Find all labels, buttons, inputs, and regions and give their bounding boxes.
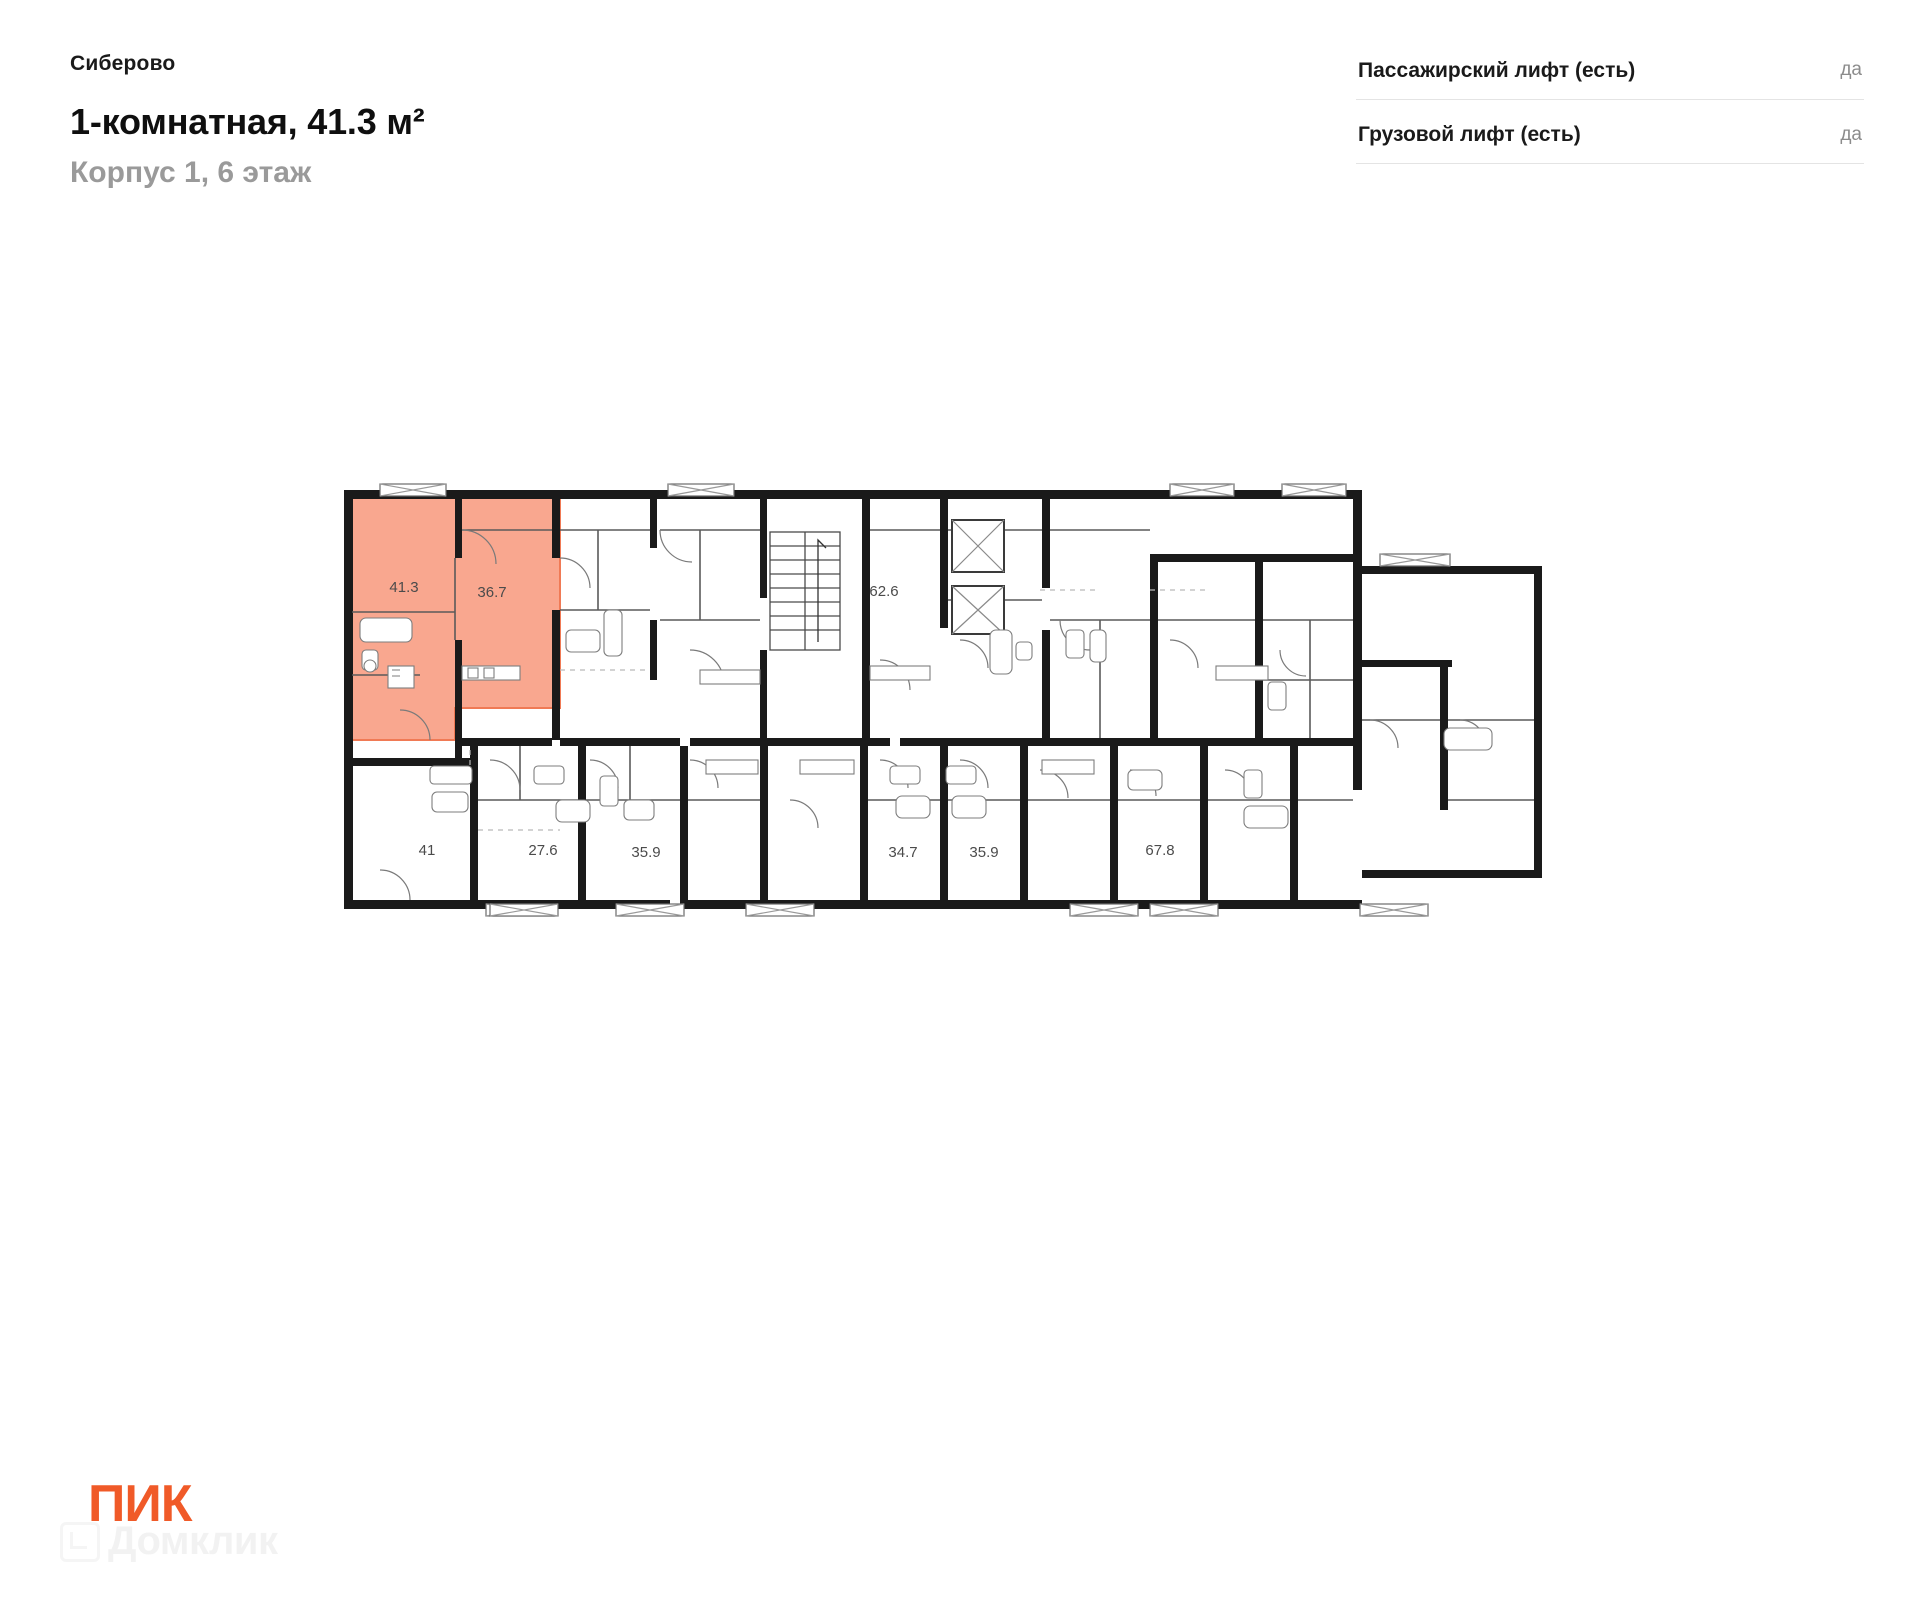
area-label-35-9-a: 35.9 bbox=[631, 844, 661, 861]
domclick-icon bbox=[60, 1522, 100, 1562]
floor-plan-drawing[interactable] bbox=[0, 470, 1920, 1170]
area-label-27-6: 27.6 bbox=[528, 842, 558, 859]
area-label-34-7: 34.7 bbox=[888, 844, 918, 861]
spec-label: Грузовой лифт (есть) bbox=[1358, 123, 1581, 147]
elevator-shafts bbox=[952, 520, 1004, 634]
plan-header bbox=[70, 52, 890, 189]
page-title: 1-комнатная, 41.3 м² bbox=[70, 101, 425, 142]
staircase bbox=[770, 532, 840, 650]
spec-row-freight-lift bbox=[1356, 122, 1864, 164]
area-label-35-9-b: 35.9 bbox=[969, 844, 999, 861]
pik-logo: ПИК bbox=[88, 1475, 192, 1534]
project-name: Сиберово bbox=[70, 52, 176, 75]
area-label-62-6: 62.6 bbox=[869, 583, 899, 600]
spec-value: да bbox=[1840, 123, 1862, 145]
area-label-36-7: 36.7 bbox=[477, 584, 507, 601]
domclick-watermark bbox=[60, 1519, 278, 1564]
domclick-label: Домклик bbox=[108, 1519, 278, 1563]
spec-value: да bbox=[1840, 59, 1862, 81]
spec-row-passenger-lift bbox=[1356, 58, 1864, 100]
floor-plan[interactable] bbox=[0, 470, 1920, 1170]
specs-list bbox=[1356, 58, 1864, 164]
area-label-41-3: 41.3 bbox=[389, 579, 419, 596]
area-label-41: 41 bbox=[418, 842, 436, 859]
area-label-67-8: 67.8 bbox=[1145, 842, 1175, 859]
spec-label: Пассажирский лифт (есть) bbox=[1358, 59, 1636, 82]
page-subtitle: Корпус 1, 6 этаж bbox=[70, 155, 312, 189]
